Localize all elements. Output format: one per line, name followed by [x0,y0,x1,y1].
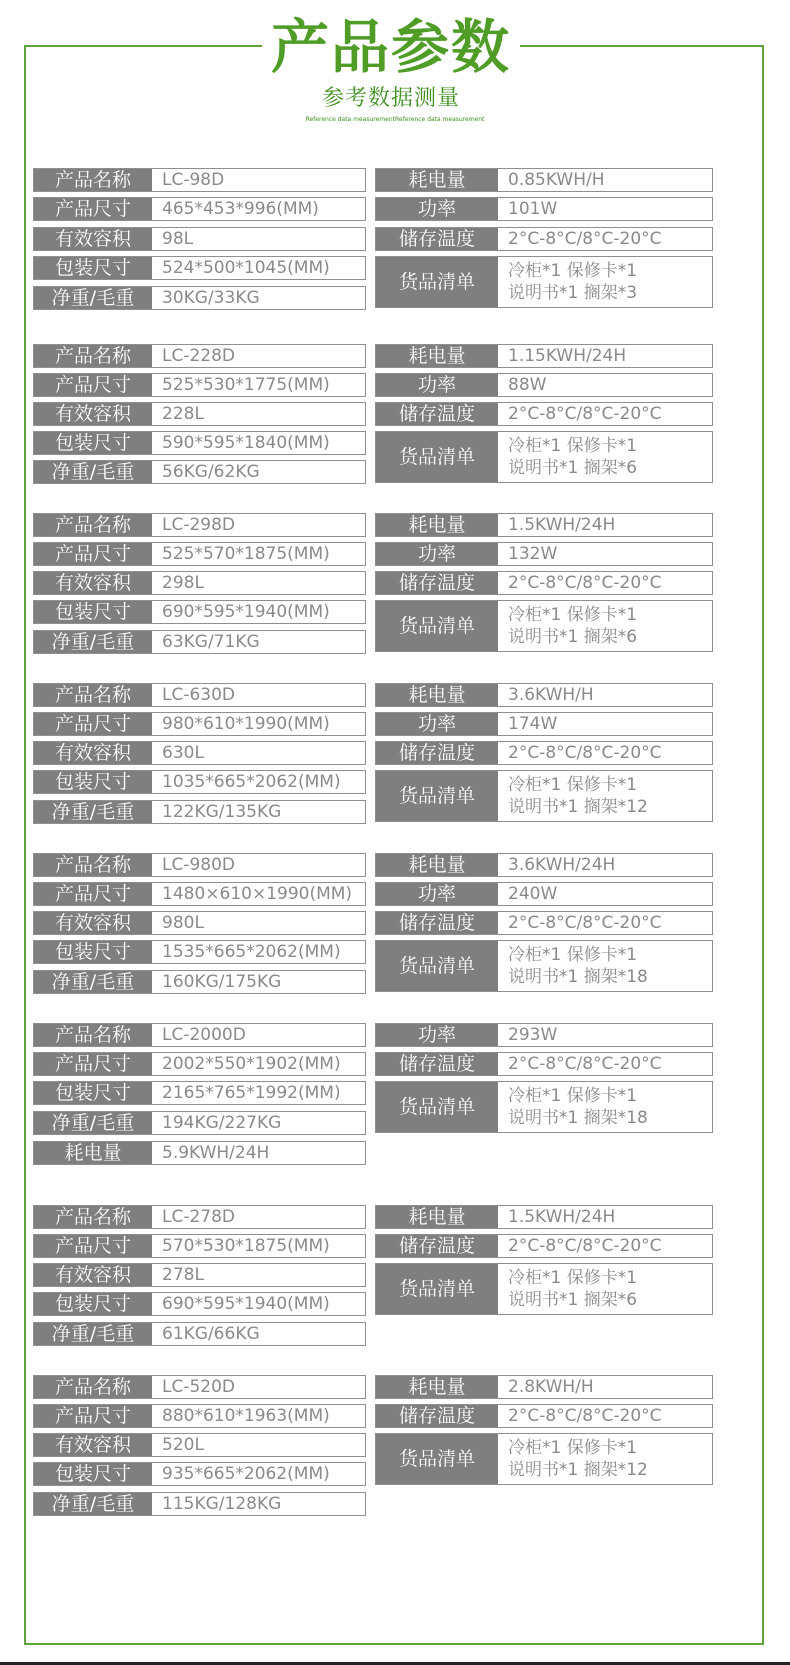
spec-value: 160KG/175KG [162,972,282,992]
spec-label: 产品尺寸 [34,198,152,220]
spec-row [375,197,713,221]
spec-label: 产品尺寸 [34,543,152,565]
spec-value: 2°C-8°C/8°C-20°C [508,743,662,763]
spec-label: 产品名称 [34,1376,152,1398]
spec-value: 0.85KWH/H [508,170,605,190]
spec-row [33,712,366,736]
spec-row [33,882,366,906]
package-list-line: 说明书*1 搁架*6 [508,458,638,478]
spec-row [33,571,366,595]
spec-label: 耗电量 [376,345,498,367]
spec-label: 净重/毛重 [34,1112,152,1134]
spec-row [33,1433,366,1457]
spec-label: 有效容积 [34,572,152,594]
spec-row [375,373,713,397]
spec-value: 63KG/71KG [162,632,260,652]
spec-value: 1480×610×1990(MM) [162,884,353,904]
spec-row [33,227,366,251]
spec-value: LC-980D [162,855,236,875]
spec-row [375,168,713,192]
spec-row [33,1111,366,1135]
spec-value: 3.6KWH/24H [508,855,616,875]
spec-row [33,286,366,310]
spec-row [375,940,713,992]
spec-row [33,344,366,368]
spec-row [375,227,713,251]
package-list-line: 冷柜*1 保修卡*1 [508,605,638,625]
package-list-line: 冷柜*1 保修卡*1 [508,945,638,965]
package-list-line: 冷柜*1 保修卡*1 [508,775,638,795]
spec-value: 61KG/66KG [162,1324,260,1344]
spec-value: LC-98D [162,170,225,190]
spec-value: 2°C-8°C/8°C-20°C [508,404,662,424]
spec-row [33,542,366,566]
package-list-line: 冷柜*1 保修卡*1 [508,261,638,281]
package-list-line: 说明书*1 搁架*6 [508,1290,638,1310]
spec-value: LC-278D [162,1207,236,1227]
page-title: 产品参数 [270,13,511,81]
spec-value: 2°C-8°C/8°C-20°C [508,1406,662,1426]
spec-label: 耗电量 [34,1142,152,1164]
spec-label: 耗电量 [376,169,498,191]
page-subtitle-en: Reference data measurementReference data measurement [305,116,485,123]
spec-value [498,257,637,307]
spec-value: 240W [508,884,558,904]
spec-label: 包装尺寸 [34,1463,152,1485]
spec-row [375,911,713,935]
spec-value: 1.5KWH/24H [508,1207,616,1227]
spec-row [375,431,713,483]
spec-value: 1035*665*2062(MM) [162,772,341,792]
spec-value: 690*595*1940(MM) [162,602,330,622]
spec-value: 2°C-8°C/8°C-20°C [508,573,662,593]
spec-label: 产品名称 [34,1024,152,1046]
spec-row [375,600,713,652]
spec-row [375,1433,713,1485]
spec-value: 570*530*1875(MM) [162,1236,330,1256]
spec-label: 功率 [376,543,498,565]
spec-row [375,1375,713,1399]
spec-label: 包装尺寸 [34,1293,152,1315]
spec-label: 耗电量 [376,684,498,706]
spec-value: LC-2000D [162,1025,246,1045]
spec-label: 净重/毛重 [34,801,152,823]
package-list-line: 说明书*1 搁架*12 [508,1460,648,1480]
package-list-line: 说明书*1 搁架*3 [508,283,638,303]
spec-row [33,800,366,824]
spec-value: 525*570*1875(MM) [162,544,330,564]
spec-value: 980*610*1990(MM) [162,714,330,734]
spec-row [375,741,713,765]
spec-label: 产品尺寸 [34,883,152,905]
spec-value: 293W [508,1025,558,1045]
spec-value: 590*595*1840(MM) [162,433,330,453]
spec-value: 56KG/62KG [162,462,260,482]
spec-value: 101W [508,199,558,219]
spec-row [33,402,366,426]
spec-row [375,1081,713,1133]
spec-label: 有效容积 [34,1264,152,1286]
spec-value: LC-228D [162,346,236,366]
spec-row [375,853,713,877]
spec-row [33,460,366,484]
spec-row [33,940,366,964]
spec-row [375,344,713,368]
spec-row [33,1404,366,1428]
spec-label: 货品清单 [376,941,498,991]
spec-value: 2°C-8°C/8°C-20°C [508,1054,662,1074]
spec-label: 包装尺寸 [34,941,152,963]
spec-label: 净重/毛重 [34,1323,152,1345]
spec-value: 115KG/128KG [162,1494,282,1514]
spec-row [33,513,366,537]
spec-value [498,1434,648,1484]
spec-label: 包装尺寸 [34,601,152,623]
spec-value: 278L [162,1265,204,1285]
spec-label: 功率 [376,198,498,220]
spec-label: 有效容积 [34,228,152,250]
spec-row [375,1263,713,1315]
spec-row [33,1052,366,1076]
spec-value: 3.6KWH/H [508,685,594,705]
spec-value: 228L [162,404,204,424]
spec-row [33,1205,366,1229]
spec-row [375,882,713,906]
spec-row [33,600,366,624]
spec-label: 包装尺寸 [34,432,152,454]
spec-label: 耗电量 [376,514,498,536]
spec-label: 储存温度 [376,1235,498,1257]
spec-row [375,1404,713,1428]
spec-label: 产品名称 [34,684,152,706]
spec-value: 465*453*996(MM) [162,199,319,219]
package-list-line: 冷柜*1 保修卡*1 [508,1268,638,1288]
spec-value: 520L [162,1435,204,1455]
spec-row [375,1023,713,1047]
spec-value: 524*500*1045(MM) [162,258,330,278]
spec-value: 2165*765*1992(MM) [162,1083,341,1103]
spec-label: 货品清单 [376,1434,498,1484]
spec-row [33,1141,366,1165]
spec-row [33,911,366,935]
spec-value [498,771,648,821]
spec-row [33,373,366,397]
spec-value: 98L [162,229,194,249]
spec-row [375,1205,713,1229]
spec-row [33,683,366,707]
spec-label: 货品清单 [376,1264,498,1314]
spec-value: 194KG/227KG [162,1113,282,1133]
spec-row [375,256,713,308]
spec-label: 功率 [376,374,498,396]
spec-label: 储存温度 [376,228,498,250]
package-list-line: 冷柜*1 保修卡*1 [508,1438,638,1458]
spec-label: 产品名称 [34,514,152,536]
spec-value: 690*595*1940(MM) [162,1294,330,1314]
spec-value: 30KG/33KG [162,288,260,308]
spec-row [33,168,366,192]
spec-label: 包装尺寸 [34,1082,152,1104]
spec-row [375,1234,713,1258]
spec-row [33,1292,366,1316]
spec-row [33,1492,366,1516]
spec-value: 2°C-8°C/8°C-20°C [508,1236,662,1256]
spec-value: LC-298D [162,515,236,535]
spec-label: 包装尺寸 [34,771,152,793]
spec-row [375,513,713,537]
spec-row [33,1023,366,1047]
spec-row [33,1322,366,1346]
spec-value: 2.8KWH/H [508,1377,594,1397]
spec-row [33,1375,366,1399]
spec-label: 储存温度 [376,1405,498,1427]
spec-value: 132W [508,544,558,564]
spec-label: 净重/毛重 [34,1493,152,1515]
spec-row [33,630,366,654]
spec-label: 产品尺寸 [34,1235,152,1257]
spec-value [498,941,648,991]
spec-label: 储存温度 [376,403,498,425]
spec-label: 产品尺寸 [34,1405,152,1427]
frame-top-line-left [24,45,262,47]
spec-label: 功率 [376,713,498,735]
spec-label: 净重/毛重 [34,287,152,309]
spec-label: 有效容积 [34,1434,152,1456]
spec-row [375,683,713,707]
spec-value: 2°C-8°C/8°C-20°C [508,229,662,249]
spec-label: 储存温度 [376,572,498,594]
spec-label: 有效容积 [34,912,152,934]
page-subtitle: 参考数据测量 [321,86,460,111]
spec-row [33,197,366,221]
spec-value: 1.15KWH/24H [508,346,627,366]
spec-label: 产品名称 [34,1206,152,1228]
package-list-line: 冷柜*1 保修卡*1 [508,1086,638,1106]
spec-label: 有效容积 [34,403,152,425]
spec-label: 产品名称 [34,169,152,191]
spec-row [33,1234,366,1258]
spec-value: 525*530*1775(MM) [162,375,330,395]
spec-label: 产品尺寸 [34,374,152,396]
spec-label: 产品尺寸 [34,1053,152,1075]
spec-value [498,432,637,482]
spec-value: 630L [162,743,204,763]
spec-label: 货品清单 [376,771,498,821]
spec-value: 935*665*2062(MM) [162,1464,330,1484]
spec-value: LC-520D [162,1377,236,1397]
spec-row [375,402,713,426]
spec-value: 122KG/135KG [162,802,282,822]
spec-value: 980L [162,913,204,933]
spec-value: 298L [162,573,204,593]
spec-label: 功率 [376,1024,498,1046]
spec-label: 货品清单 [376,601,498,651]
spec-row [375,712,713,736]
spec-row [375,1052,713,1076]
spec-label: 净重/毛重 [34,971,152,993]
spec-value: 1535*665*2062(MM) [162,942,341,962]
spec-label: 货品清单 [376,257,498,307]
spec-value: 2002*550*1902(MM) [162,1054,341,1074]
spec-value: 174W [508,714,558,734]
package-list-line: 说明书*1 搁架*12 [508,797,648,817]
spec-value: 88W [508,375,547,395]
spec-label: 产品名称 [34,345,152,367]
spec-label: 净重/毛重 [34,461,152,483]
spec-row [33,970,366,994]
spec-label: 净重/毛重 [34,631,152,653]
spec-label: 储存温度 [376,742,498,764]
spec-label: 功率 [376,883,498,905]
spec-row [33,431,366,455]
spec-label: 有效容积 [34,742,152,764]
spec-row [33,256,366,280]
package-list-line: 冷柜*1 保修卡*1 [508,436,638,456]
spec-value [498,1264,637,1314]
spec-value: 2°C-8°C/8°C-20°C [508,913,662,933]
spec-value: 5.9KWH/24H [162,1143,270,1163]
spec-value: LC-630D [162,685,236,705]
frame-top-line-right [520,45,764,47]
package-list-line: 说明书*1 搁架*6 [508,627,638,647]
spec-row [33,1081,366,1105]
spec-row [33,853,366,877]
spec-row [375,571,713,595]
package-list-line: 说明书*1 搁架*18 [508,967,648,987]
spec-label: 产品名称 [34,854,152,876]
spec-label: 货品清单 [376,432,498,482]
spec-label: 耗电量 [376,1206,498,1228]
spec-value: 880*610*1963(MM) [162,1406,330,1426]
spec-label: 包装尺寸 [34,257,152,279]
spec-label: 耗电量 [376,1376,498,1398]
spec-label: 储存温度 [376,1053,498,1075]
spec-value [498,601,637,651]
spec-row [375,770,713,822]
spec-value [498,1082,648,1132]
spec-row [33,741,366,765]
spec-label: 产品尺寸 [34,713,152,735]
spec-row [33,1462,366,1486]
spec-value: 1.5KWH/24H [508,515,616,535]
spec-row [33,770,366,794]
spec-label: 耗电量 [376,854,498,876]
spec-row [33,1263,366,1287]
spec-label: 储存温度 [376,912,498,934]
spec-label: 货品清单 [376,1082,498,1132]
spec-row [375,542,713,566]
package-list-line: 说明书*1 搁架*18 [508,1108,648,1128]
